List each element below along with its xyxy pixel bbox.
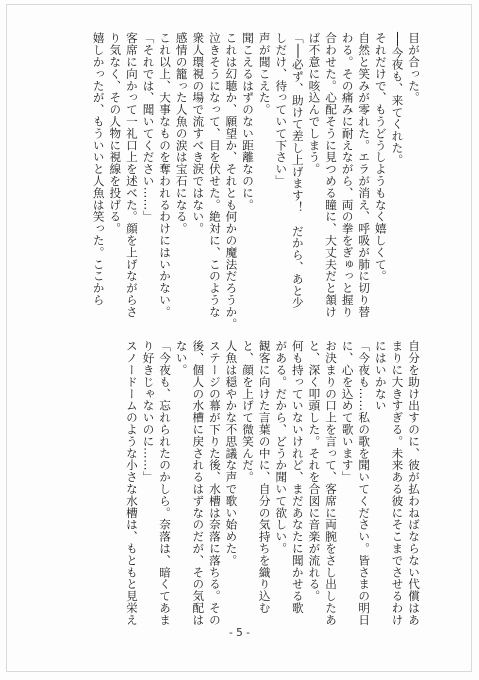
page-number: - 5 -: [229, 627, 250, 639]
lower-text-block: 自分を助け出すのに、彼が払わねばならない代償はあ まりに大きすぎる。未来ある彼にそこまでさせるわけ にはいかない 「今夜も……私の歌を聞いてください。皆さまの明日 に、心を込めて歌います」 お決まりの口上を言って、客席に両腕をさし出したあ と、深く叩頭した。それを合図に音楽が流れる。 何も持っていないけれど、まだあなたに聞かせる歌 がある。だから、どうか聞いて欲しい。 観客に向けた言葉の中に、自分の気持ちを織り込む と、顔を上げて微笑んだ。 人魚は穏やかな不思議な声で歌い始めた。 ステージの幕が下りた後、水槽は奈落に落ちる。その 後、個人の水槽に戻されるはずなのだが、その気配は ない。 「今夜も、忘れられたのかしら。奈落は、暗くてあま り好きじゃないのに……」 スノードームのような小さな水槽は、もともと見栄え: [124, 340, 421, 626]
upper-text-block: 目が合った。 ──今夜も、来てくれた。 それだけで、もうどうしようもなく嬉しくて。 自然と笑みが零れた。エラが消え、呼吸が肺に切り替 わる。その痛みに耐えながら、両の拳をぎゅっと握り 合わせた。心配そうに見つめる瞳に、大丈夫だと頷け ば不意に咳込んでしまう。 「──必ず、助けて差し上げます！ だから、あと少 しだけ、待っていて下さい」 声が聞こえた。 聞こえるはずのない距離なのに。 これは幻聴か、願望か、それとも何かの魔法だろうか。 泣きそうになって、目を伏せた。絶対に、このような 衆人環視の場で流すべき涙ではない。 感情の籠った人魚の涙は宝石になる。 これ以上、大事なものを奪われるわけにはいかない。 「それでは、聞いてください……」 客席に向かって一礼口上を述べた。顔を上げながらさ り気なく、その人物に視線を投げる。 嬉しかったが、もういいと人魚は笑った。ここから: [91, 32, 421, 330]
